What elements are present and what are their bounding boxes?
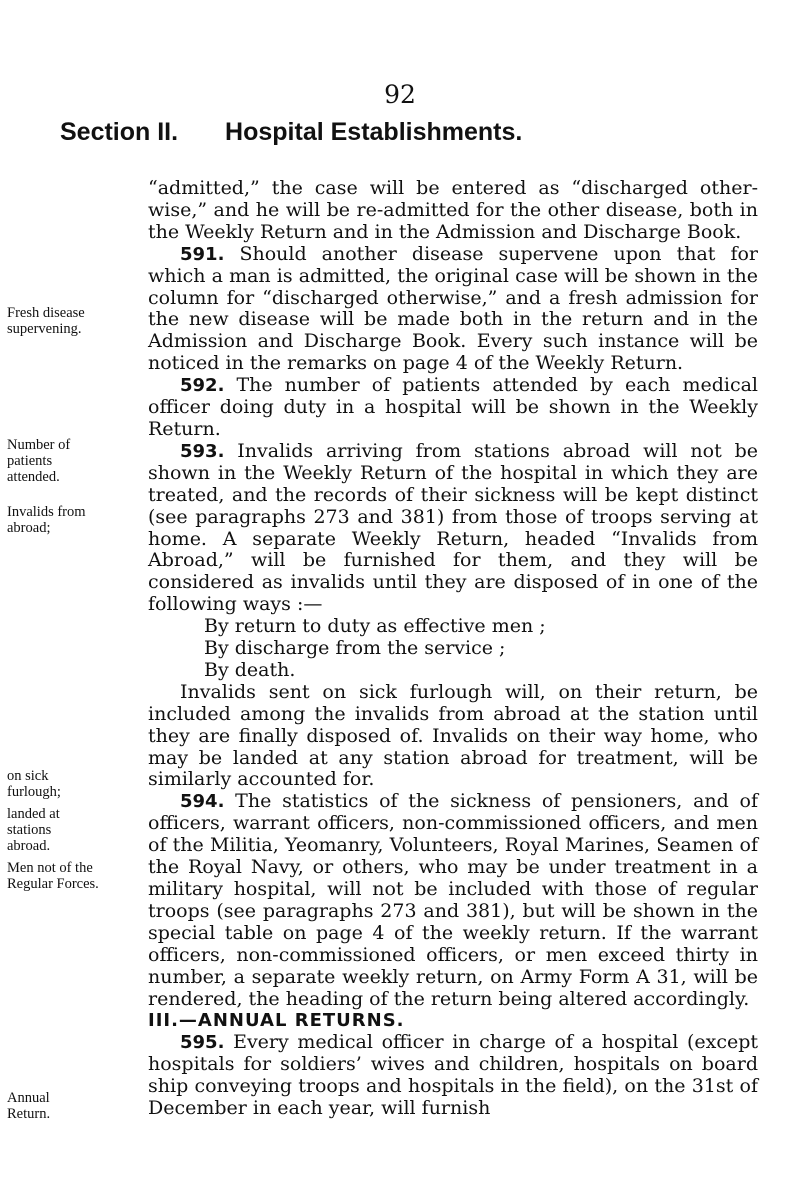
paragraph-text: The number of patients attended by each medical officer doing duty in a hospital will be shown in the Weekly Return. <box>148 374 758 440</box>
margin-note-men-not-regular: Men not of the Regular Forces. <box>7 860 99 892</box>
body-text <box>148 178 758 1120</box>
paragraph-591 <box>148 244 758 375</box>
margin-note-sick-furlough: on sick furlough; <box>7 768 61 800</box>
list-item: By return to duty as effective men ; <box>204 615 546 638</box>
section-heading-annual-returns: III.—ANNUAL RETURNS. <box>148 1010 405 1032</box>
paragraph-text: Every medical officer in charge of a hospital (except hospitals for soldiers’ wives and children, hospitals on board ship conveying troops and hospitals in the field), on the 31st of December in each year, will furnish <box>148 1031 759 1120</box>
paragraph-number: 593. <box>180 440 225 462</box>
intro-paragraph: “admitted,” the case will be entered as “discharged other-wise,” and he will be re-admitted for the other disease, both in the Weekly Return and in the Admission and Discharge Book. <box>148 177 758 243</box>
list-item: By discharge from the service ; <box>204 637 506 660</box>
paragraph-text: Invalids arriving from stations abroad will not be shown in the Weekly Return of the hospital in which they are treated, and the records of their sickness will be kept distinct (see paragraphs 273 and 381) from those of troops serving at home. A separate Weekly Return, headed “Invalids from Abroad,” will be furnished for them, and they will be considered as invalids until they are disposed of in one of the following ways :— <box>148 439 759 616</box>
margin-note-fresh-disease: Fresh disease supervening. <box>7 305 85 337</box>
paragraph-number: 592. <box>180 375 225 397</box>
margin-note-landed: landed at stations abroad. <box>7 806 60 854</box>
paragraph-text: The statistics of the sickness of pensioners, and of officers, warrant officers, non-commissioned officers, and men of the Militia, Yeomanry, Volunteers, Royal Marines, Seamen of the Royal Navy, or others, who may be under treatment in a military hospital, will not be included with those of regular troops (see paragraphs 273 and 381), but will be shown in the special table on page 4 of the weekly return. If the warrant officers, non-commissioned officers, or men exceed thirty in number, a separate weekly return, on Army Form A 31, will be rendered, the heading of the return being altered accordingly. <box>148 790 759 1010</box>
running-header <box>60 118 522 147</box>
section-title: Hospital Establishments. <box>225 118 523 146</box>
page-number: 92 <box>384 80 416 109</box>
paragraph-595 <box>148 1032 758 1120</box>
paragraph-number: 591. <box>180 243 225 265</box>
margin-note-annual-return: Annual Return. <box>7 1090 51 1122</box>
margin-note-number-of-patients: Number of patients attended. <box>7 437 71 485</box>
paragraph-594 <box>148 791 758 1010</box>
paragraph-number: 594. <box>180 791 225 813</box>
paragraph-593-continued: Invalids sent on sick furlough will, on their return, be included among the invalids from abroad at the station until they are finally disposed of. Invalids on their way home, who may be landed at any station abroad for treatment, will be similarly accounted for. <box>148 680 758 791</box>
section-label: Section II. <box>60 118 179 146</box>
list-item: By death. <box>204 658 296 681</box>
paragraph-593 <box>148 441 758 616</box>
margin-note-invalids-abroad: Invalids from abroad; <box>7 504 86 536</box>
paragraph-592 <box>148 375 758 441</box>
paragraph-number: 595. <box>180 1032 225 1054</box>
disposal-ways-list <box>148 616 758 682</box>
paragraph-text: Should another disease supervene upon that for which a man is admitted, the original case will be shown in the column for “discharged otherwise,” and a fresh admission for the new disease will be made both in the return and in the Admission and Discharge Book. Every such instance will be noticed in the remarks on page 4 of the Weekly Return. <box>148 242 758 375</box>
